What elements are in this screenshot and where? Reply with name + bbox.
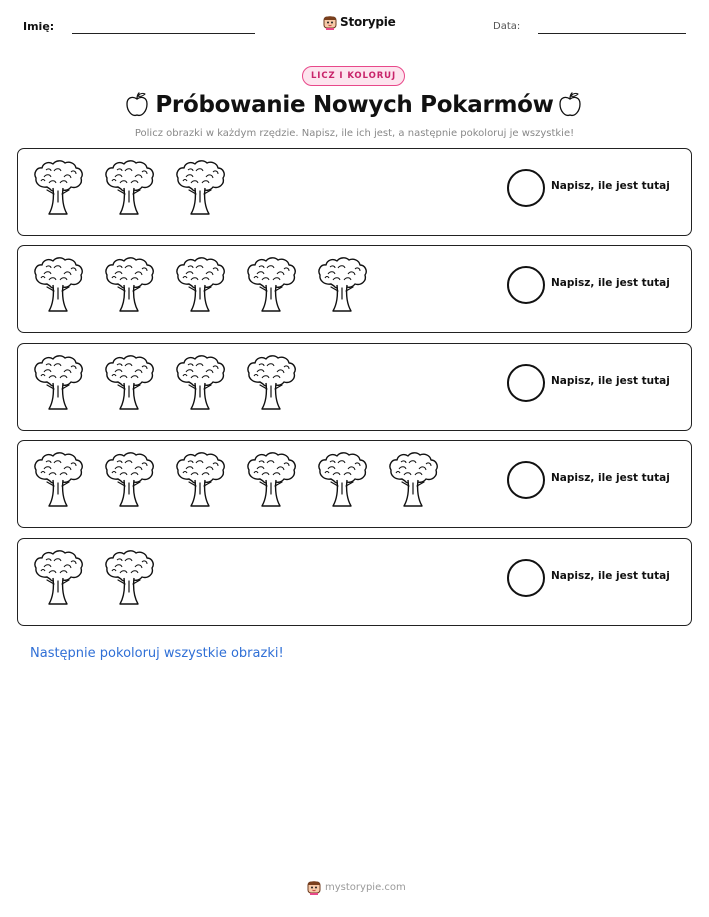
row-items xyxy=(30,451,441,511)
broccoli-icon xyxy=(243,451,299,511)
broccoli-icon xyxy=(101,354,157,414)
answer-circle[interactable] xyxy=(507,169,545,207)
broccoli-icon xyxy=(101,549,157,609)
row-items xyxy=(30,159,228,219)
broccoli-icon xyxy=(243,256,299,316)
broccoli-icon xyxy=(30,159,86,219)
broccoli-icon xyxy=(172,451,228,511)
answer-label: Napisz, ile jest tutaj xyxy=(551,472,670,484)
broccoli-icon xyxy=(172,354,228,414)
category-badge: LICZ I KOLORUJ xyxy=(302,66,405,86)
date-write-line xyxy=(538,33,686,34)
broccoli-icon xyxy=(101,159,157,219)
counting-row xyxy=(17,148,692,236)
broccoli-icon xyxy=(30,256,86,316)
footer-site: mystorypie.com xyxy=(325,881,406,893)
broccoli-icon xyxy=(172,159,228,219)
row-items xyxy=(30,549,157,609)
broccoli-icon xyxy=(385,451,441,511)
broccoli-icon xyxy=(30,354,86,414)
counting-row xyxy=(17,343,692,431)
brand-name: Storypie xyxy=(340,15,396,29)
row-items xyxy=(30,256,370,316)
counting-row xyxy=(17,440,692,528)
title-row xyxy=(0,91,709,125)
brand-logo xyxy=(322,14,396,30)
answer-label: Napisz, ile jest tutaj xyxy=(551,180,670,192)
row-items xyxy=(30,354,299,414)
mascot-icon xyxy=(306,879,322,895)
answer-circle[interactable] xyxy=(507,266,545,304)
page-title: Próbowanie Nowych Pokarmów xyxy=(155,92,554,118)
answer-circle[interactable] xyxy=(507,559,545,597)
date-label: Data: xyxy=(493,21,521,32)
footer xyxy=(306,879,406,895)
broccoli-icon xyxy=(314,451,370,511)
broccoli-icon xyxy=(101,256,157,316)
footer-note: Następnie pokoloruj wszystkie obrazki! xyxy=(30,646,284,661)
broccoli-icon xyxy=(30,549,86,609)
name-write-line xyxy=(72,33,255,34)
counting-row xyxy=(17,245,692,333)
answer-circle[interactable] xyxy=(507,461,545,499)
broccoli-icon xyxy=(243,354,299,414)
answer-label: Napisz, ile jest tutaj xyxy=(551,570,670,582)
broccoli-icon xyxy=(30,451,86,511)
broccoli-icon xyxy=(101,451,157,511)
broccoli-icon xyxy=(172,256,228,316)
worksheet-header xyxy=(0,14,709,40)
answer-label: Napisz, ile jest tutaj xyxy=(551,277,670,289)
counting-row xyxy=(17,538,692,626)
answer-label: Napisz, ile jest tutaj xyxy=(551,375,670,387)
mascot-icon xyxy=(322,14,338,30)
broccoli-icon xyxy=(314,256,370,316)
apple-icon xyxy=(556,91,584,119)
instructions: Policz obrazki w każdym rzędzie. Napisz, ile ich jest, a następnie pokoloruj je wszystkie! xyxy=(134,128,575,139)
answer-circle[interactable] xyxy=(507,364,545,402)
name-label: Imię: xyxy=(23,20,55,33)
